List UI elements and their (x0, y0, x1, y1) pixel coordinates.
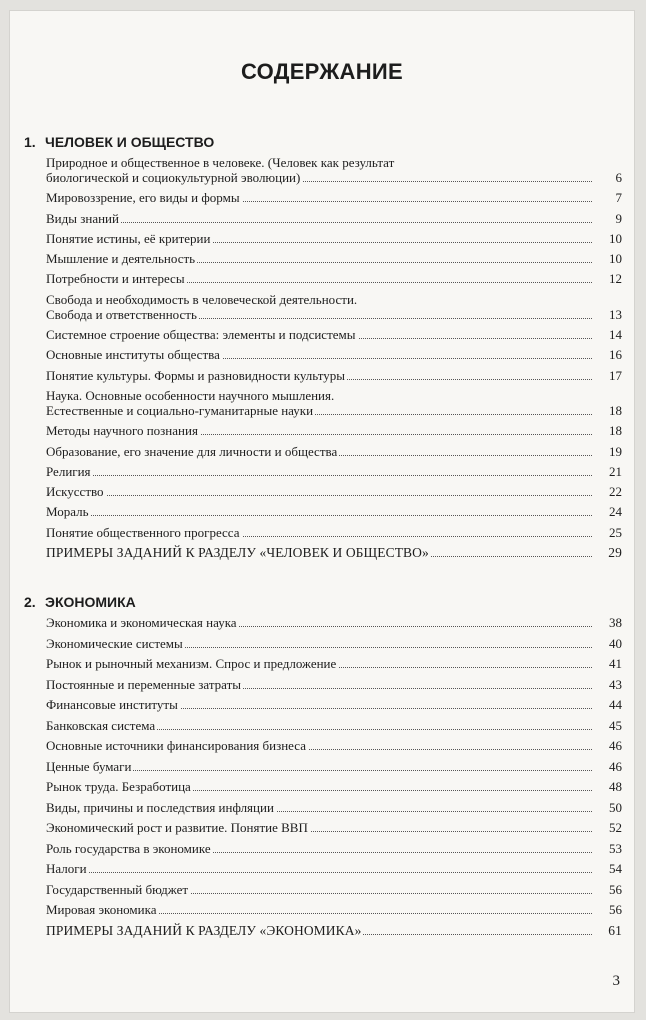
toc-entry-line: Мораль (46, 504, 89, 520)
toc-entry-title (46, 251, 588, 266)
toc-entry-line: Экономика и экономическая наука (46, 615, 237, 630)
section-number: 1. (24, 134, 36, 150)
toc-entry[interactable] (46, 800, 622, 815)
toc-page-number: 19 (592, 444, 622, 459)
toc-entry-title (46, 738, 588, 753)
toc-entry-line: Свобода и ответственность (46, 306, 197, 322)
toc-entry[interactable] (46, 718, 622, 733)
toc-entry-line: Искусство (46, 484, 104, 500)
toc-entry-title (46, 271, 588, 286)
toc-entry-line: Мировоззрение, его виды и формы (46, 190, 240, 206)
toc-entry-title (46, 444, 588, 459)
toc-entry-line: Естественные и социально-гуманитарные науки (46, 402, 314, 418)
toc-entry-line: Системное строение общества: элементы и подсистемы (46, 327, 356, 343)
toc-entry-title (46, 718, 588, 733)
toc-entry[interactable] (46, 656, 622, 671)
toc-entry-line: Финансовые институты (46, 697, 178, 712)
toc-entry-title (46, 861, 588, 876)
toc-page-number: 48 (592, 779, 622, 794)
book-page (9, 10, 635, 1013)
toc-page-number: 61 (592, 923, 622, 938)
toc-entry-title (46, 484, 588, 499)
toc-entry-line: Налоги (46, 861, 87, 876)
toc-page-number: 18 (592, 403, 622, 418)
toc-entry[interactable] (46, 327, 622, 342)
toc-entry[interactable] (46, 525, 622, 540)
toc-entry-line: Виды знаний (46, 210, 119, 226)
toc-entry[interactable] (46, 292, 622, 322)
toc-entry-title (46, 292, 588, 322)
toc-entry-title (46, 464, 588, 479)
toc-entry-line: Мировая экономика (46, 902, 157, 917)
toc-entry[interactable] (46, 271, 622, 286)
toc-entries (24, 155, 622, 560)
toc-entry-title (46, 759, 588, 774)
toc-entry[interactable] (46, 464, 622, 479)
toc-entry-line: Образование, его значение для личности и общества (46, 443, 338, 459)
toc-entry-line: Государственный бюджет (46, 881, 189, 897)
toc-entry-title (46, 923, 588, 938)
toc-page-number: 46 (592, 738, 622, 753)
toc-entry-line: Постоянные и переменные затраты (46, 676, 242, 692)
toc-page-number: 52 (592, 820, 622, 835)
toc-entry-line: Основные институты общества (46, 347, 220, 363)
toc-page-number: 29 (592, 545, 622, 560)
toc-page-number: 22 (592, 484, 622, 499)
toc-entry[interactable] (46, 882, 622, 897)
toc-entry[interactable] (46, 231, 622, 246)
toc-entry-title (46, 820, 588, 835)
toc-entry[interactable] (46, 423, 622, 438)
toc-entries (24, 615, 622, 938)
toc-page-number: 6 (592, 170, 622, 185)
toc-entry-line: Виды, причины и последствия инфляции (46, 799, 274, 815)
section-number: 2. (24, 594, 36, 610)
toc-page-number: 43 (592, 677, 622, 692)
toc-entry-line: Банковская система (46, 717, 156, 733)
toc-entry-title (46, 347, 588, 362)
toc-examples-entry[interactable] (46, 923, 622, 938)
toc-entry[interactable] (46, 504, 622, 519)
page-number: 3 (612, 973, 620, 989)
toc-entry-title (46, 423, 588, 438)
toc-page-number: 18 (592, 423, 622, 438)
toc-entry[interactable] (46, 677, 622, 692)
toc-entry-title (46, 327, 588, 342)
section-title: ЭКОНОМИКА (45, 594, 136, 610)
toc-page-number: 46 (592, 759, 622, 774)
toc-page-number: 40 (592, 636, 622, 651)
toc-entry-title (46, 902, 588, 917)
toc-page-number: 9 (592, 211, 622, 226)
toc-page-number: 56 (592, 902, 622, 917)
toc-entry-line: Ценные бумаги (46, 758, 132, 774)
toc-entry[interactable] (46, 190, 622, 205)
toc-page-number: 10 (592, 231, 622, 246)
toc-entry-line: биологической и социокультурной эволюции) (46, 170, 301, 185)
toc-section-2 (24, 594, 622, 943)
toc-entry-title (46, 504, 588, 519)
toc-entry[interactable] (46, 779, 622, 794)
toc-page-number: 45 (592, 718, 622, 733)
toc-entry[interactable] (46, 636, 622, 651)
toc-entry[interactable] (46, 211, 622, 226)
toc-entry-line: Потребности и интересы (46, 271, 185, 287)
toc-section-1 (24, 134, 622, 565)
toc-page-number: 44 (592, 697, 622, 712)
toc-page-number: 54 (592, 861, 622, 876)
toc-entry[interactable] (46, 388, 622, 418)
toc-page-number: 56 (592, 882, 622, 897)
toc-entry-line: ПРИМЕРЫ ЗАДАНИЙ К РАЗДЕЛУ «ЭКОНОМИКА» (46, 922, 362, 938)
toc-page-number: 24 (592, 504, 622, 519)
toc-entry-title (46, 525, 588, 540)
toc-entry[interactable] (46, 697, 622, 712)
toc-entry-line: Природное и общественное в человеке. (Человек как результат (46, 155, 395, 170)
toc-page-number: 17 (592, 368, 622, 383)
toc-entry[interactable] (46, 759, 622, 774)
section-heading (24, 134, 622, 151)
toc-page-number: 38 (592, 615, 622, 630)
toc-page-number: 50 (592, 800, 622, 815)
toc-entry-line: Наука. Основные особенности научного мышления. (46, 387, 335, 403)
toc-entry-title (46, 155, 588, 185)
toc-entry-line: Рынок труда. Безработица (46, 779, 191, 794)
toc-entry-title (46, 841, 588, 856)
toc-entry-line: Мышление и деятельность (46, 251, 196, 267)
toc-page-number: 12 (592, 271, 622, 286)
toc-examples-entry[interactable] (46, 545, 622, 560)
toc-entry-line: Рынок и рыночный механизм. Спрос и предложение (46, 656, 337, 671)
toc-entry-title (46, 677, 588, 692)
toc-entry-line: Методы научного познания (46, 423, 198, 439)
toc-entry-line: Религия (46, 463, 91, 479)
toc-entry[interactable] (46, 368, 622, 383)
toc-entry-title (46, 800, 588, 815)
toc-entry-title (46, 368, 588, 383)
toc-entry-line: Свобода и необходимость в человеческой деятельности. (46, 291, 358, 307)
toc-entry-title (46, 545, 588, 560)
toc-entry[interactable] (46, 902, 622, 917)
toc-entry[interactable] (46, 444, 622, 459)
toc-entry[interactable] (46, 155, 622, 185)
toc-entry[interactable] (46, 738, 622, 753)
toc-page-number: 41 (592, 656, 622, 671)
toc-entry[interactable] (46, 820, 622, 835)
toc-entry-title (46, 211, 588, 226)
toc-entry-line: Основные источники финансирования бизнеса (46, 738, 306, 753)
toc-page-number: 7 (592, 190, 622, 205)
toc-entry[interactable] (46, 251, 622, 266)
section-heading (24, 594, 622, 611)
toc-page-number: 10 (592, 251, 622, 266)
toc-entry[interactable] (46, 841, 622, 856)
toc-entry-title (46, 882, 588, 897)
toc-page-number: 53 (592, 841, 622, 856)
page-title: СОДЕРЖАНИЕ (240, 59, 404, 84)
toc-entry-line: Экономические системы (46, 635, 183, 651)
toc-entry-title (46, 615, 588, 630)
toc-entry-title (46, 697, 588, 712)
toc-entry-line: Понятие истины, её критерии (46, 230, 211, 246)
toc-page-number: 16 (592, 347, 622, 362)
toc-entry[interactable] (46, 484, 622, 499)
toc-entry-line: Понятие общественного прогресса (46, 524, 240, 540)
toc-page-number: 14 (592, 327, 622, 342)
toc-entry-line: ПРИМЕРЫ ЗАДАНИЙ К РАЗДЕЛУ «ЧЕЛОВЕК И ОБЩЕСТВО» (46, 545, 429, 561)
section-title: ЧЕЛОВЕК И ОБЩЕСТВО (45, 134, 215, 150)
toc-entry-line: Роль государства в экономике (46, 840, 211, 856)
toc-page-number: 25 (592, 525, 622, 540)
toc-entry-title (46, 636, 588, 651)
toc-entry-title (46, 231, 588, 246)
toc-entry-line: Понятие культуры. Формы и разновидности культуры (46, 367, 345, 383)
toc-page-number: 21 (592, 464, 622, 479)
toc-entry-line: Экономический рост и развитие. Понятие ВВП (46, 820, 308, 835)
toc-entry[interactable] (46, 861, 622, 876)
toc-entry[interactable] (46, 347, 622, 362)
toc-entry-title (46, 656, 588, 671)
toc-entry[interactable] (46, 615, 622, 630)
toc-entry-title (46, 779, 588, 794)
toc-entry-title (46, 190, 588, 205)
toc-entry-title (46, 388, 588, 418)
toc-page-number: 13 (592, 307, 622, 322)
